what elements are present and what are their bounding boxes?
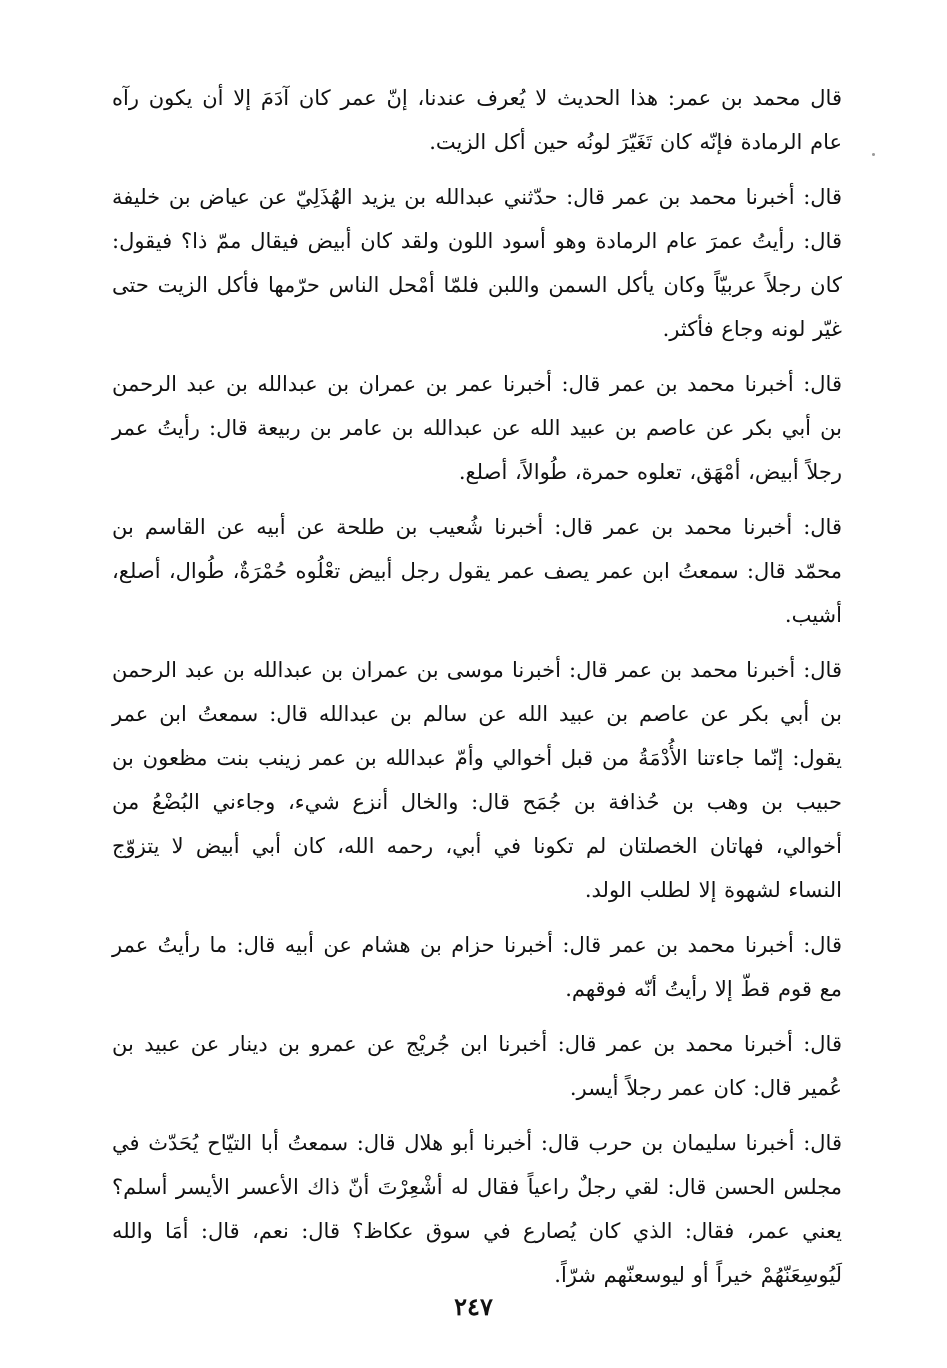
- paragraph-7: قال: أخبرنا محمد بن عمر قال: أخبرنا ابن جُريْج عن عمرو بن دينار عن عبيد بن عُمير قال: كان عمر رجلاً أيسر.: [112, 1032, 842, 1100]
- scan-speck: [872, 153, 875, 156]
- paragraph-2: قال: أخبرنا محمد بن عمر قال: حدّثني عبدالله بن يزيد الهُذَلِيّ عن عياض بن خليفة قال: رأيتُ عمرَ عام الرمادة وهو أسود اللون ولقد كان أبيض فيقال ممّ ذا؟ فيقول: كان رجلاً عربيّاً وكان يأكل السمن واللبن فلمّا أمْحل الناس حرّمها فأكل الزيت حتى غيّر لونه وجاع فأكثر.: [112, 185, 842, 341]
- page-number: ٢٤٧: [454, 1292, 493, 1321]
- paragraph-5: قال: أخبرنا محمد بن عمر قال: أخبرنا موسى بن عمران بن عبدالله بن عبد الرحمن بن أبي بكر عن عاصم بن عبيد الله عن سالم بن عبدالله قال: سمعتُ ابن عمر يقول: إنّما جاءتنا الأُدْمَةُ من قبل أخوالي وأمّ عبدالله بن عمر زينب بنت مظعون بن حبيب بن وهب بن حُذافة بن جُمَح قال: والخال أنزع شيء، وجاءني البُضْعُ من أخوالي، فهاتان الخصلتان لم تكونا في أبي، رحمه الله، كان أبي أبيض لا يتزوّج النساء لشهوة إلا لطلب الولد.: [112, 658, 842, 902]
- paragraph-4: قال: أخبرنا محمد بن عمر قال: أخبرنا شُعيب بن طلحة عن أبيه عن القاسم بن محمّد قال: سمعتُ ابن عمر يصف عمر يقول رجل أبيض تعْلُوه حُمْرَةٌ، طُوال، أصلع، أشيب.: [112, 515, 842, 627]
- page-body: [112, 76, 842, 1308]
- paragraph-1: قال محمد بن عمر: هذا الحديث لا يُعرف عندنا، إنّ عمر كان آدَمَ إلا أن يكون رآه عام الرمادة فإنّه كان تَغَيّرَ لونُه حين أكل الزيت.: [112, 86, 842, 154]
- paragraph-6: قال: أخبرنا محمد بن عمر قال: أخبرنا حزام بن هشام عن أبيه قال: ما رأيتُ عمر مع قوم قطّ إلا رأيتُ أنّه فوقهم.: [112, 933, 842, 1001]
- paragraph-3: قال: أخبرنا محمد بن عمر قال: أخبرنا عمر بن عمران بن عبدالله بن عبد الرحمن بن أبي بكر عن عاصم بن عبيد الله عن عبدالله بن عامر بن ربيعة قال: رأيتُ عمر رجلاً أبيض، أمْهَق، تعلوه حمرة، طُوالاً، أصلع.: [112, 372, 842, 484]
- paragraph-8: قال: أخبرنا سليمان بن حرب قال: أخبرنا أبو هلال قال: سمعتُ أبا التيّاح يُحَدّث في مجلس الحسن قال: لقي رجلٌ راعياً فقال له أشْعِرْتَ أنّ ذاك الأعسر الأيسر أسلم؟ يعني عمر، فقال: الذي كان يُصارع في سوق عكاظ؟ قال: نعم، قال: أمَا والله لَيُوسِعَنّهُمْ خيراً أو ليوسعنّهم شرّاً.: [112, 1131, 842, 1287]
